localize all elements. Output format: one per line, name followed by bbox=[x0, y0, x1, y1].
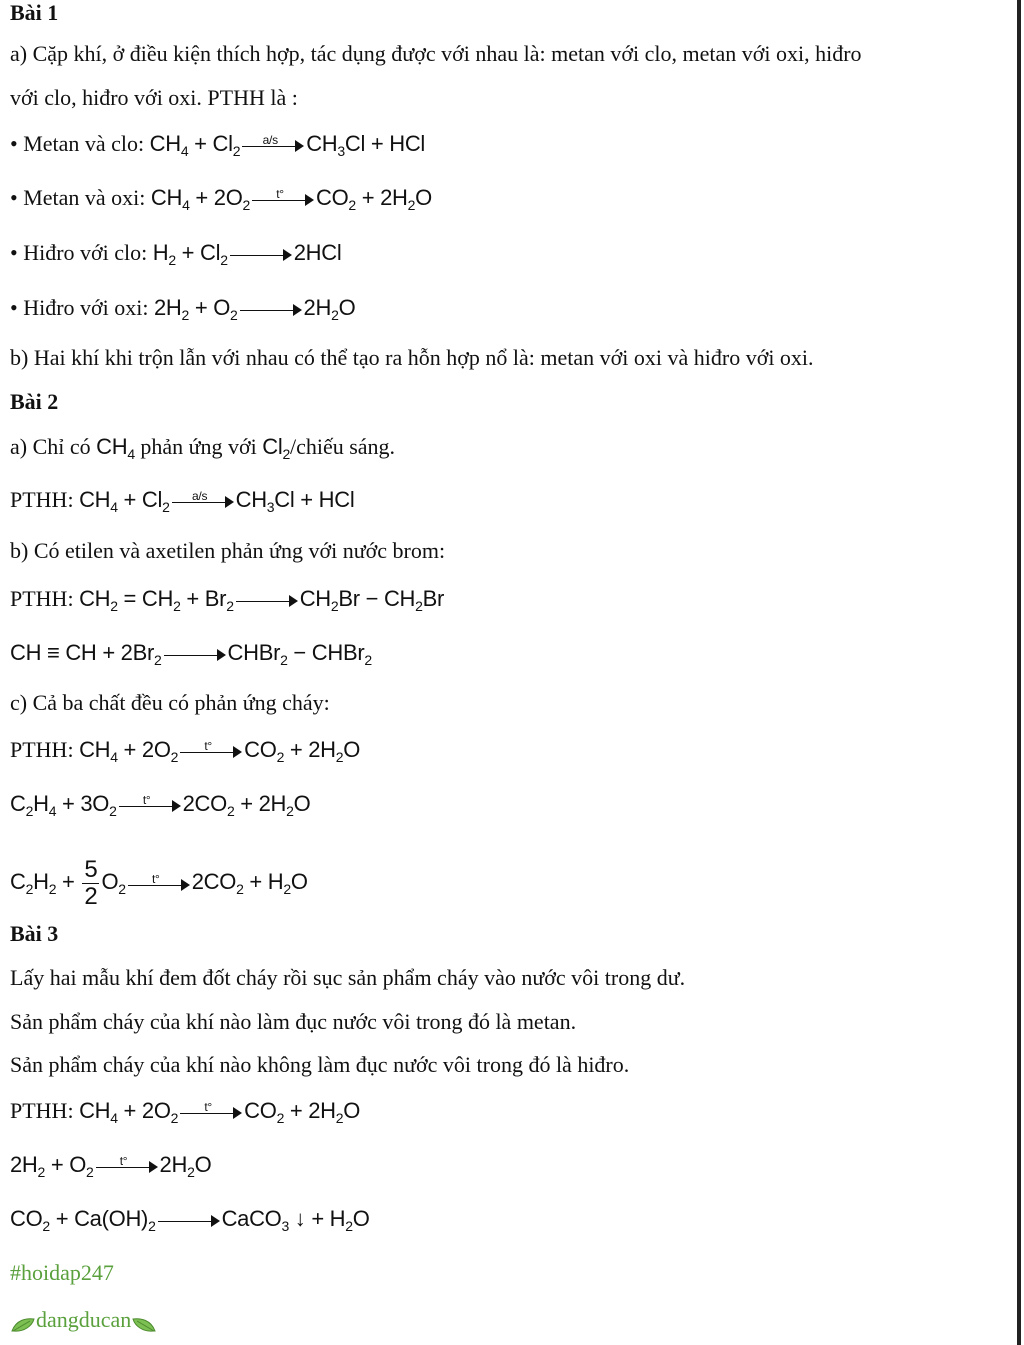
bai2-b-equation2 bbox=[10, 639, 372, 667]
reaction-arrow bbox=[236, 590, 298, 610]
bai3-heading: Bài 3 bbox=[10, 921, 59, 946]
bai1-a-line2: với clo, hiđro với oxi. PTHH là : bbox=[10, 85, 298, 110]
item-label: • Metan và clo: bbox=[10, 131, 145, 156]
text: a) Chỉ có bbox=[10, 434, 91, 459]
bai3-equation2 bbox=[10, 1151, 211, 1179]
hashtag-hoidap247[interactable]: #hoidap247 bbox=[10, 1260, 114, 1285]
bai1-item-metan-clo bbox=[10, 130, 425, 158]
bai2-a-line bbox=[10, 433, 395, 461]
bai1-item-metan-oxi bbox=[10, 184, 432, 212]
page-edge-border bbox=[1017, 0, 1021, 1345]
reaction-arrow bbox=[164, 644, 226, 664]
formula-ch4: $CH_4$ bbox=[96, 434, 135, 462]
equation: $C_2H_4 + 3O_2$ t° $2CO_2 + 2H_2O$ bbox=[10, 791, 311, 819]
equation: $C_2H_2$ + $\frac{5}{2}$ $O_2$ t° $2CO_2 + H_2O$ bbox=[10, 856, 308, 910]
leaf-icon bbox=[131, 1313, 157, 1331]
pthh-label: PTHH: bbox=[10, 487, 74, 512]
pthh-label: PTHH: bbox=[10, 737, 74, 762]
bai1-a-line1: a) Cặp khí, ở điều kiện thích hợp, tác dụng được với nhau là: metan với clo, metan với oxi, hiđro bbox=[10, 41, 862, 66]
text: /chiếu sáng. bbox=[289, 434, 396, 459]
bai2-c-equation2 bbox=[10, 790, 310, 818]
equation: $CH_4 + 2O_2$ t° $CO_2 + 2H_2O$ bbox=[79, 737, 361, 765]
equation: CH ≡ CH + $2Br_2$ CHBr$_2$ − CHBr$_2$ bbox=[10, 640, 372, 668]
bai1-b-text: b) Hai khí khi trộn lẫn với nhau có thể tạo ra hỗn hợp nổ là: metan với oxi và hiđro với oxi. bbox=[10, 345, 814, 370]
equation: $CH_4 + Cl_2$ a/s $CH_3Cl$ + HCl bbox=[79, 487, 355, 515]
reaction-arrow: t° bbox=[119, 795, 181, 815]
text: phản ứng với bbox=[140, 434, 257, 459]
reaction-arrow bbox=[158, 1210, 220, 1230]
equation: $H_2 + Cl_2$ 2HCl bbox=[152, 240, 342, 268]
bai2-c-equation3 bbox=[10, 857, 308, 910]
bai3-line1: Lấy hai mẫu khí đem đốt cháy rồi sục sản phẩm cháy vào nước vôi trong dư. bbox=[10, 965, 686, 990]
equation: $CH_4 + 2O_2$ t° $CO_2 + 2H_2O$ bbox=[150, 185, 432, 213]
bai2-a-equation bbox=[10, 486, 354, 514]
reaction-arrow: t° bbox=[96, 1156, 158, 1176]
leaf-icon bbox=[10, 1313, 36, 1331]
bai2-b-equation1 bbox=[10, 585, 444, 613]
reaction-arrow: t° bbox=[128, 874, 190, 894]
reaction-arrow bbox=[240, 299, 302, 319]
pthh-label: PTHH: bbox=[10, 586, 74, 611]
reaction-arrow: a/s bbox=[172, 491, 234, 511]
reaction-arrow: t° bbox=[180, 741, 242, 761]
bai3-equation1 bbox=[10, 1097, 360, 1125]
author-name: dangducan bbox=[36, 1307, 132, 1332]
item-label: • Metan và oxi: bbox=[10, 185, 146, 210]
bai2-b-text: b) Có etilen và axetilen phản ứng với nước brom: bbox=[10, 538, 446, 563]
author-signature bbox=[10, 1306, 157, 1334]
bai3-line3: Sản phẩm cháy của khí nào không làm đục nước vôi trong đó là hiđro. bbox=[10, 1052, 630, 1077]
bai2-c-text: c) Cả ba chất đều có phản ứng cháy: bbox=[10, 690, 330, 715]
equation: $CH_2 = CH_2 + Br_2$ $CH_2Br - CH_2Br$ bbox=[79, 586, 445, 614]
equation: $CO_2 + Ca(OH)_2$ CaCO$_3$ ↓ + $H_2O$ bbox=[10, 1206, 370, 1234]
equation: $2H_2 + O_2$ $2H_2O$ bbox=[154, 295, 356, 323]
bai2-c-equation1 bbox=[10, 736, 360, 764]
bai3-equation3 bbox=[10, 1205, 370, 1233]
reaction-arrow: t° bbox=[252, 189, 314, 209]
item-label: • Hiđro với oxi: bbox=[10, 295, 149, 320]
equation: $2H_2 + O_2$ t° $2H_2O$ bbox=[10, 1152, 212, 1180]
item-label: • Hiđro với clo: bbox=[10, 240, 148, 265]
equation: $CH_4 + 2O_2$ t° $CO_2 + 2H_2O$ bbox=[79, 1098, 361, 1126]
pthh-label: PTHH: bbox=[10, 1098, 74, 1123]
bai1-item-hidro-oxi bbox=[10, 294, 355, 322]
equation: $CH_4 + Cl_2$ a/s $CH_3Cl$ + HCl bbox=[149, 131, 426, 159]
bai3-line2: Sản phẩm cháy của khí nào làm đục nước vôi trong đó là metan. bbox=[10, 1009, 577, 1034]
bai2-heading: Bài 2 bbox=[10, 389, 59, 414]
formula-cl2: $Cl_2$ bbox=[262, 434, 290, 462]
reaction-arrow bbox=[230, 244, 292, 264]
bai1-heading: Bài 1 bbox=[10, 0, 59, 25]
bai1-item-hidro-clo bbox=[10, 239, 341, 267]
reaction-arrow: t° bbox=[180, 1102, 242, 1122]
fraction-5-2: $\frac{5}{2}$ bbox=[84, 856, 98, 910]
reaction-arrow: a/s bbox=[242, 135, 304, 155]
